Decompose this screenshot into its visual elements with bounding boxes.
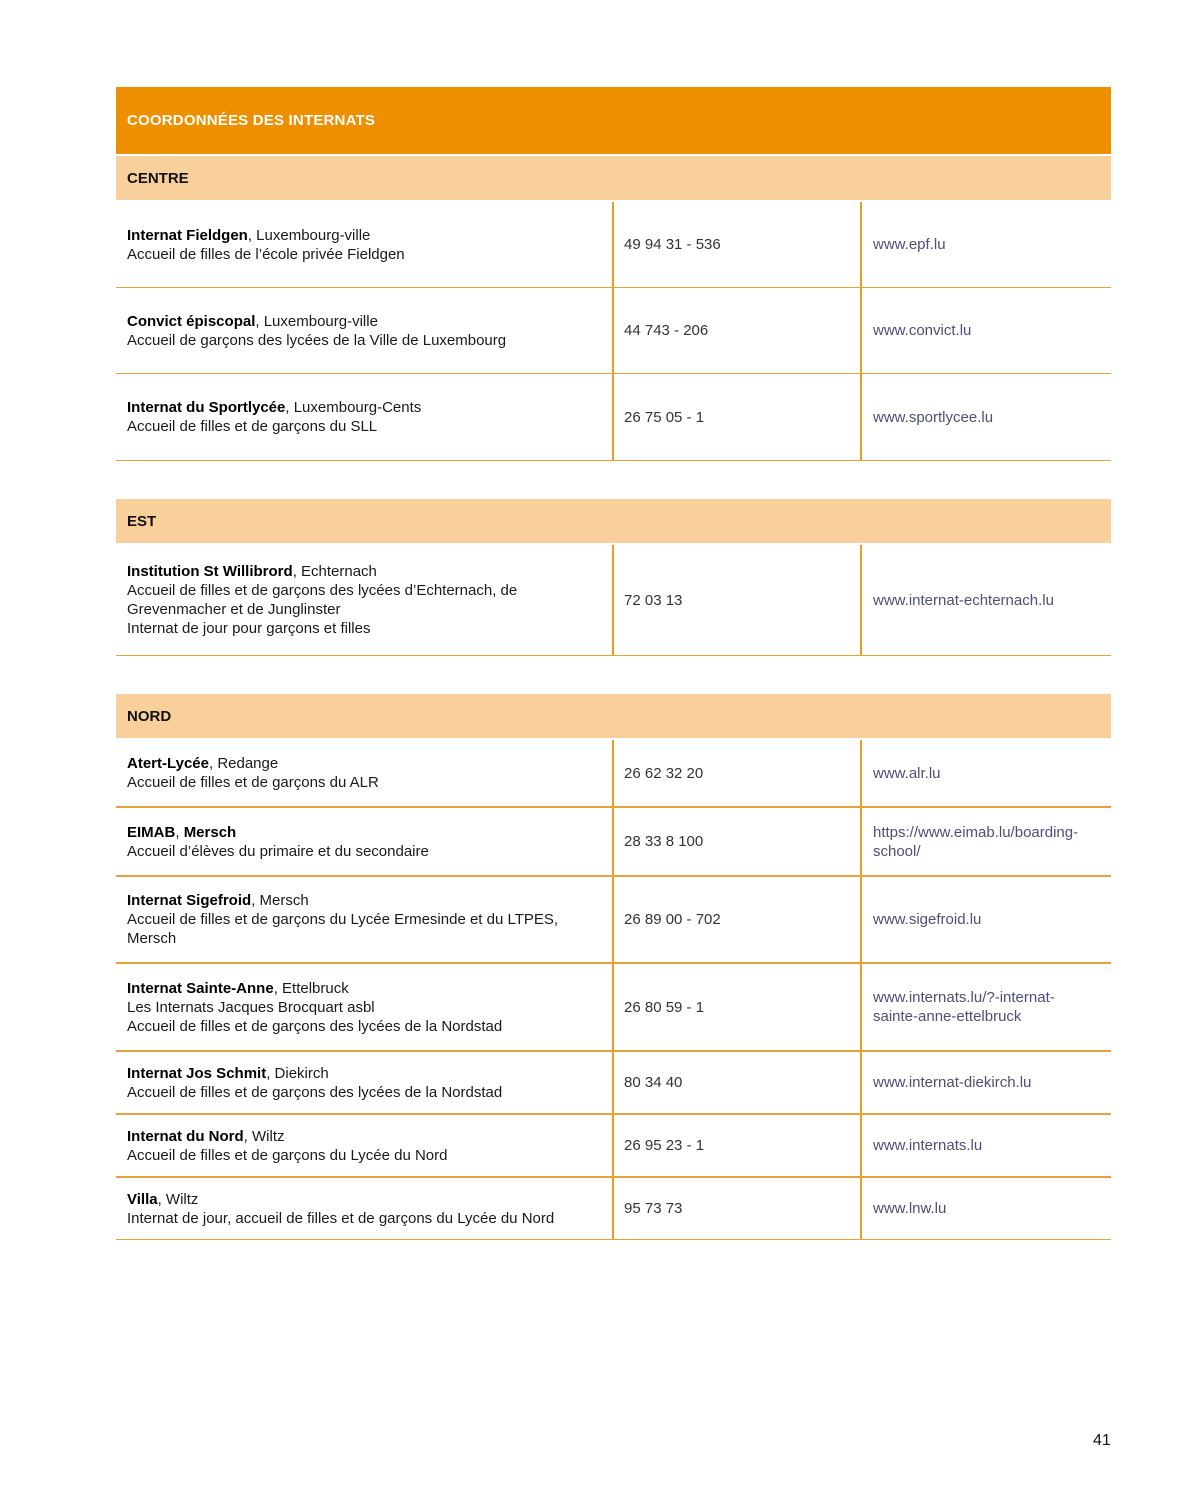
website-link-line: school/ [873, 842, 921, 860]
institution-description: Accueil de filles et de garçons des lycées de la Nordstad [127, 1083, 503, 1101]
institution-description: Grevenmacher et de Junglinster [127, 601, 341, 618]
institution-heading [127, 312, 601, 331]
institution-name: Atert-Lycée [127, 755, 209, 772]
table-title-text: COORDONNÉES DES INTERNATS [127, 112, 376, 129]
table-row [116, 877, 1111, 962]
region-label: CENTRE [127, 169, 189, 187]
institution-heading [127, 226, 601, 245]
institution-heading [127, 562, 601, 581]
section-centre [116, 202, 1111, 461]
institution-name: Internat Jos Schmit [127, 1064, 267, 1082]
region-header-est [116, 499, 1111, 543]
website-cell [860, 288, 1111, 373]
institution-name: Internat du Nord [127, 1127, 244, 1145]
institution-description: Accueil d’élèves du primaire et du secondaire [127, 842, 429, 860]
institution-name: Institution St Willibrord [127, 563, 293, 580]
website-link[interactable]: www.sportlycee.lu [873, 408, 994, 426]
table-row [116, 202, 1111, 287]
institution-location: , [175, 823, 184, 841]
website-cell [860, 964, 1111, 1050]
phone-number: 26 89 00 - 702 [612, 877, 860, 962]
institution-location: , Ettelbruck [273, 979, 349, 997]
institution-heading [127, 823, 601, 842]
institution-cell [116, 1052, 612, 1113]
institution-location: , Luxembourg-ville [247, 226, 371, 244]
institution-heading [127, 754, 601, 773]
website-link[interactable]: www.internat-diekirch.lu [873, 1074, 1032, 1091]
institution-name: Convict épiscopal [127, 312, 256, 330]
website-link[interactable]: www.convict.lu [873, 322, 972, 339]
institution-cell [116, 877, 612, 962]
institution-description: Internat de jour pour garçons et filles [127, 620, 371, 637]
website-cell [860, 545, 1111, 655]
website-cell [860, 202, 1111, 287]
website-link[interactable]: www.internat-echternach.lu [873, 591, 1054, 609]
row-divider [116, 1239, 1111, 1240]
institution-cell [116, 202, 612, 287]
table-row [116, 374, 1111, 460]
institution-location: , Redange [208, 755, 279, 772]
institution-cell [116, 1178, 612, 1239]
institution-description: Mersch [127, 930, 177, 947]
institution-location: , Wiltz [157, 1190, 199, 1208]
institution-name: EIMAB [127, 823, 176, 841]
institution-cell [116, 545, 612, 655]
institution-cell [116, 288, 612, 373]
institution-heading [127, 1127, 601, 1146]
website-link-line: www.internats.lu/?-internat- [873, 989, 1055, 1006]
institution-description: Accueil de filles et de garçons du Lycée du Nord [127, 1146, 448, 1164]
phone-number: 26 75 05 - 1 [612, 374, 860, 460]
website-cell [860, 1115, 1111, 1176]
section-est [116, 545, 1111, 656]
website-cell [860, 1178, 1111, 1239]
institution-location: , Echternach [292, 563, 377, 580]
institution-name: Internat du Sportlycée [127, 399, 286, 416]
phone-number: 28 33 8 100 [612, 808, 860, 875]
institution-heading [127, 979, 601, 998]
institution-location: , Wiltz [243, 1127, 285, 1145]
table-row [116, 740, 1111, 806]
phone-number: 26 62 32 20 [612, 740, 860, 806]
table-row [116, 1115, 1111, 1176]
region-label: EST [127, 512, 157, 530]
table-row [116, 1052, 1111, 1113]
website-cell [860, 808, 1111, 875]
institution-description: Accueil de filles et de garçons des lycées d’Echternach, de [127, 582, 518, 599]
institution-heading [127, 1064, 601, 1083]
institution-description: Accueil de filles et de garçons du Lycée Ermesinde et du LTPES, [127, 911, 559, 928]
institution-name: Internat Sainte-Anne [127, 979, 274, 997]
table-row [116, 1178, 1111, 1239]
website-link[interactable]: www.epf.lu [873, 236, 946, 253]
phone-number: 72 03 13 [612, 545, 860, 655]
institution-name: Mersch [183, 823, 237, 841]
table-row [116, 964, 1111, 1050]
institution-heading [127, 1190, 601, 1209]
section-nord [116, 740, 1111, 1240]
phone-number: 44 743 - 206 [612, 288, 860, 373]
website-link-line: https://www.eimab.lu/boarding- [873, 823, 1079, 841]
institution-description: Accueil de filles et de garçons des lycées de la Nordstad [127, 1017, 503, 1035]
institution-description: Accueil de garçons des lycées de la Ville de Luxembourg [127, 331, 507, 349]
website-cell [860, 1052, 1111, 1113]
institution-name: Internat Fieldgen [127, 226, 248, 244]
phone-number: 26 95 23 - 1 [612, 1115, 860, 1176]
internats-table [116, 87, 1111, 1240]
institution-cell [116, 740, 612, 806]
website-link[interactable]: www.sigefroid.lu [873, 911, 982, 928]
website-cell [860, 877, 1111, 962]
institution-description: Accueil de filles et de garçons du ALR [127, 774, 379, 791]
institution-description: Accueil de filles et de garçons du SLL [127, 418, 378, 435]
institution-cell [116, 374, 612, 460]
table-row [116, 808, 1111, 875]
table-row [116, 288, 1111, 373]
page-number: 41 [1093, 1432, 1111, 1449]
website-link[interactable] [873, 988, 1055, 1026]
phone-number: 26 80 59 - 1 [612, 964, 860, 1050]
website-cell [860, 374, 1111, 460]
institution-description: Internat de jour, accueil de filles et de garçons du Lycée du Nord [127, 1209, 555, 1227]
institution-description: Accueil de filles de l’école privée Fieldgen [127, 245, 405, 263]
website-link[interactable]: www.alr.lu [873, 764, 941, 782]
institution-description: Les Internats Jacques Brocquart asbl [127, 998, 375, 1016]
region-label: NORD [127, 707, 172, 725]
institution-name: Villa [127, 1190, 158, 1208]
website-link[interactable]: www.internats.lu [873, 1137, 983, 1154]
phone-number: 80 34 40 [612, 1052, 860, 1113]
institution-location: , Mersch [251, 892, 309, 909]
region-header-nord [116, 694, 1111, 738]
institution-cell [116, 1115, 612, 1176]
website-link[interactable] [873, 823, 1078, 861]
region-header-centre [116, 156, 1111, 200]
institution-cell [116, 808, 612, 875]
institution-heading [127, 891, 601, 910]
institution-cell [116, 964, 612, 1050]
phone-number: 49 94 31 - 536 [612, 202, 860, 287]
phone-number: 95 73 73 [612, 1178, 860, 1239]
table-row [116, 545, 1111, 655]
table-title [116, 87, 1111, 154]
institution-name: Internat Sigefroid [127, 892, 252, 909]
institution-location: , Luxembourg-Cents [285, 399, 422, 416]
website-link[interactable]: www.lnw.lu [873, 1200, 947, 1217]
institution-heading [127, 398, 601, 417]
institution-location: , Luxembourg-ville [255, 312, 378, 330]
website-link-line: sainte-anne-ettelbruck [873, 1008, 1022, 1025]
institution-location: , Diekirch [266, 1064, 329, 1082]
website-cell [860, 740, 1111, 806]
